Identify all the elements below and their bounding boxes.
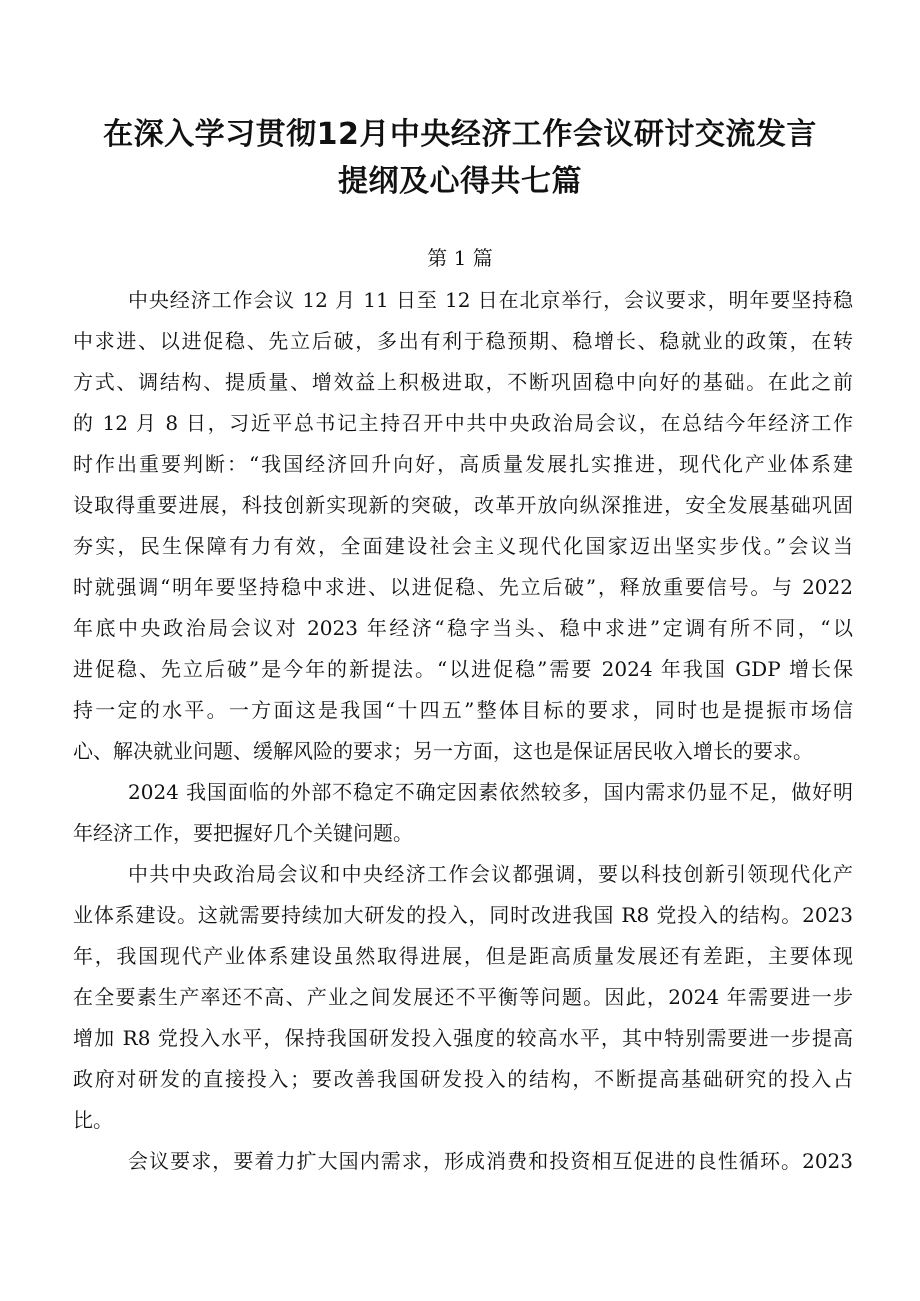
paragraph-line: 进促稳、先立后破”是今年的新提法。“以进促稳”需要 2024 年我国 GDP 增长保: [73, 657, 853, 681]
section-heading: 第 1 篇: [427, 246, 493, 270]
paragraph-line: 增加 R8 党投入水平，保持我国研发投入强度的较高水平，其中特别需要进一步提高: [73, 1026, 853, 1050]
paragraph-2: [73, 772, 853, 854]
paragraph-line: 持一定的水平。一方面这是我国“十四五”整体目标的要求，同时也是提振市场信: [73, 698, 853, 722]
paragraph-line: 夯实，民生保障有力有效，全面建设社会主义现代化国家迈出坚实步伐。”会议当: [73, 534, 853, 558]
paragraph-line: 在全要素生产率还不高、产业之间发展还不平衡等问题。因此，2024 年需要进一步: [73, 985, 853, 1009]
paragraph-3: [73, 854, 853, 1141]
paragraph-line: 中求进、以进促稳、先立后破，多出有利于稳预期、稳增长、稳就业的政策，在转: [73, 329, 853, 353]
paragraph-line: 设取得重要进展，科技创新实现新的突破，改革开放向纵深推进，安全发展基础巩固: [73, 493, 853, 517]
paragraph-line: 方式、调结构、提质量、增效益上积极进取，不断巩固稳中向好的基础。在此之前: [73, 370, 853, 394]
paragraph-line: 的 12 月 8 日，习近平总书记主持召开中共中央政治局会议，在总结今年经济工作: [73, 411, 853, 435]
paragraph-4: [73, 1141, 853, 1182]
paragraph-line: 中共中央政治局会议和中央经济工作会议都强调，要以科技创新引领现代化产: [128, 862, 853, 886]
paragraph-line: 年底中央政治局会议对 2023 年经济“稳字当头、稳中求进”定调有所不同，“以: [73, 616, 853, 640]
paragraph-line: 年经济工作，要把握好几个关键问题。: [73, 821, 413, 845]
paragraph-line: 政府对研发的直接投入；要改善我国研发投入的结构，不断提高基础研究的投入占: [73, 1067, 853, 1091]
document-body: [73, 280, 853, 1182]
paragraph-line: 比。: [73, 1108, 113, 1132]
document-title-line-2: 提纲及心得共七篇: [338, 164, 582, 199]
document-title-line-1: 在深入学习贯彻12月中央经济工作会议研讨交流发言: [103, 117, 817, 152]
paragraph-line: 会议要求，要着力扩大国内需求，形成消费和投资相互促进的良性循环。2023: [128, 1149, 853, 1173]
paragraph-line: 时就强调“明年要坚持稳中求进、以进促稳、先立后破”，释放重要信号。与 2022: [73, 575, 853, 599]
paragraph-line: 心、解决就业问题、缓解风险的要求；另一方面，这也是保证居民收入增长的要求。: [73, 739, 813, 763]
paragraph-1: [73, 280, 853, 772]
paragraph-line: 时作出重要判断：“我国经济回升向好，高质量发展扎实推进，现代化产业体系建: [73, 452, 853, 476]
paragraph-line: 业体系建设。这就需要持续加大研发的投入，同时改进我国 R8 党投入的结构。2023: [73, 903, 853, 927]
paragraph-line: 2024 我国面临的外部不稳定不确定因素依然较多，国内需求仍显不足，做好明: [128, 780, 853, 804]
paragraph-line: 中央经济工作会议 12 月 11 日至 12 日在北京举行，会议要求，明年要坚持稳: [128, 288, 853, 312]
paragraph-line: 年，我国现代产业体系建设虽然取得进展，但是距高质量发展还有差距，主要体现: [73, 944, 853, 968]
